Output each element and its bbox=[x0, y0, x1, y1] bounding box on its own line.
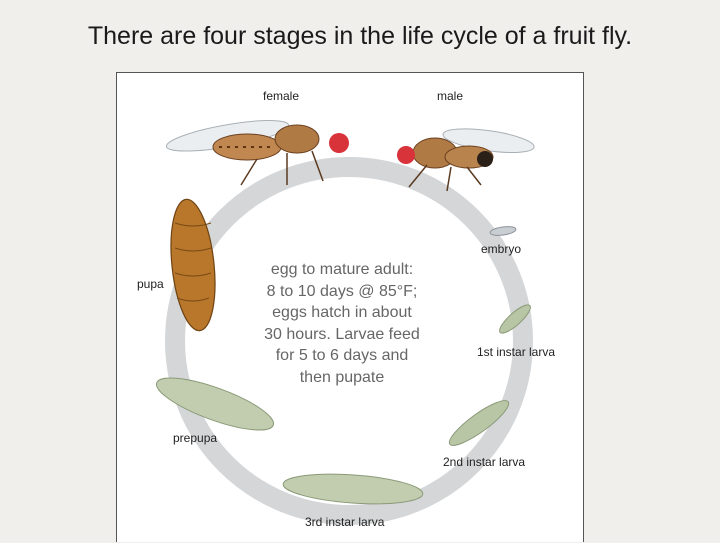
female-fly bbox=[165, 114, 349, 185]
label-pupa: pupa bbox=[137, 277, 164, 291]
label-prepupa: prepupa bbox=[173, 431, 218, 445]
center-line-3: eggs hatch in about bbox=[272, 304, 412, 321]
label-female: female bbox=[263, 89, 300, 103]
center-line-1: egg to mature adult: bbox=[270, 261, 414, 278]
center-line-6: then pupate bbox=[299, 368, 385, 386]
slide-title: There are four stages in the life cycle of a fruit fly. bbox=[87, 22, 633, 50]
center-description bbox=[247, 259, 437, 388]
label-male: male bbox=[437, 89, 464, 103]
label-2nd-instar-larva: 2nd instar larva bbox=[443, 455, 526, 469]
center-line-2: 8 to 10 days @ 85°F; bbox=[266, 282, 418, 300]
center-line-5: for 5 to 6 days and bbox=[275, 347, 409, 364]
life-cycle-diagram bbox=[116, 72, 584, 542]
center-line-4: 30 hours. Larvae feed bbox=[264, 325, 420, 343]
label-3rd-instar-larva: 3rd instar larva bbox=[305, 515, 385, 529]
label-1st-instar-larva: 1st instar larva bbox=[477, 345, 556, 359]
label-embryo: embryo bbox=[481, 242, 522, 256]
embryo-egg bbox=[490, 225, 517, 237]
